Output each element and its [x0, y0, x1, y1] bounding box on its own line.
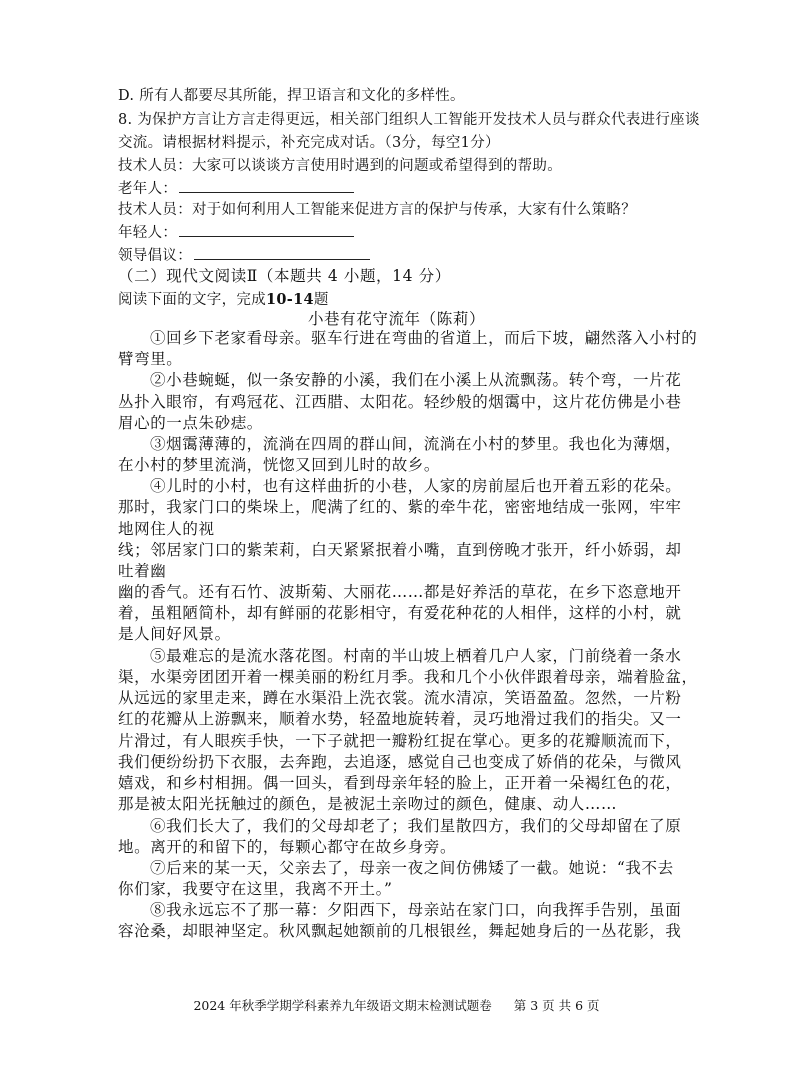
instruction-tail: 题	[313, 292, 329, 308]
para-3-line-2: 在小村的梦里流淌，恍惚又回到儿时的故乡。	[118, 456, 441, 474]
para-4-line-5: 吐着幽	[118, 562, 167, 580]
page-number: 第 3 页 共 6 页	[513, 998, 600, 1013]
option-d: D. 所有人都要尽其所能，捍卫语言和文化的多样性。	[118, 88, 465, 104]
answer-blank-young[interactable]	[179, 222, 354, 237]
question-8-line-1: 8. 为保护方言让方言走得更远，相关部门组织人工智能开发技术人员与群众代表进行座谈	[118, 112, 700, 128]
para-5-line-4: 红的花瓣从上游飘来，顺着水势，轻盈地旋转着，灵巧地滑过我们的指尖。又一	[118, 710, 682, 728]
answer-blank-leader[interactable]	[194, 245, 370, 260]
para-5-line-5: 片滑过，有人眼疾手快，一下子就把一瓣粉红捉在掌心。更多的花瓣顺流而下，	[118, 732, 682, 750]
instruction-range: 10-14	[266, 291, 314, 308]
para-2-line-3: 眉心的一点朱砂痣。	[118, 414, 263, 432]
para-1-line-2: 臂弯里。	[118, 350, 183, 368]
para-4-line-2: 那时，我家门口的柴垛上，爬满了红的、紫的牵牛花，密密地结成一张网，牢牢	[118, 498, 682, 516]
elder-label: 老年人：	[118, 181, 178, 197]
instruction-text: 阅读下面的文字，完成	[118, 292, 266, 308]
para-2-line-1: ②小巷蜿蜒，似一条安静的小溪，我们在小溪上从流飘荡。转个弯，一片花	[150, 371, 682, 389]
para-6-line-1: ⑥我们长大了，我们的父母却老了；我们星散四方，我们的父母却留在了原	[150, 817, 682, 835]
para-6-line-2: 地。离开的和留下的，每颗心都守在故乡身旁。	[118, 838, 457, 856]
para-7-line-2: 你们家，我要守在这里，我离不开土。”	[118, 880, 393, 898]
para-1-line-1: ①回乡下老家看母亲。驱车行进在弯曲的省道上，而后下坡，翩然落入小村的	[150, 329, 698, 347]
para-4-line-4: 线；邻居家门口的紫茉莉，白天紧紧抿着小嘴，直到傍晚才张开，纤小娇弱，却	[118, 541, 682, 559]
dialog-elder	[118, 178, 354, 199]
dialog-technician-1: 技术人员：大家可以谈谈方言使用时遇到的问题或希望得到的帮助。	[118, 158, 562, 174]
passage-title: 小巷有花守流年（陈莉）	[307, 310, 486, 328]
para-4-line-3: 地网住人的视	[118, 520, 215, 538]
para-3-line-1: ③烟霭薄薄的，流淌在四周的群山间，流淌在小村的梦里。我也化为薄烟，	[150, 435, 682, 453]
para-4-line-7: 着，虽粗陋简朴，却有鲜丽的花影相守，有爱花种花的人相伴，这样的小村，就	[118, 604, 682, 622]
reading-instruction	[118, 290, 329, 310]
page-footer	[0, 996, 793, 1014]
dialog-young	[118, 222, 354, 243]
para-5-line-7: 嬉戏，和乡村相拥。偶一回头，看到母亲年轻的脸上，正开着一朵褐红色的花，	[118, 774, 682, 792]
para-4-line-6: 幽的香气。还有石竹、波斯菊、大丽花……都是好养活的草花，在乡下恣意地开	[118, 583, 682, 601]
para-4-line-1: ④儿时的小村，也有这样曲折的小巷，人家的房前屋后也开着五彩的花朵。	[150, 477, 682, 495]
para-4-line-8: 是人间好风景。	[118, 625, 231, 643]
para-2-line-2: 丛扑入眼帘，有鸡冠花、江西腊、太阳花。轻纱般的烟霭中，这片花仿佛是小巷	[118, 393, 682, 411]
para-5-line-2: 渠，水渠旁团团开着一棵美丽的粉红月季。我和几个小伙伴跟着母亲，端着脸盆，	[118, 668, 698, 686]
exam-title: 2024 年秋季学期学科素养九年级语文期末检测试题卷	[193, 998, 492, 1013]
section-heading: （二）现代文阅读Ⅱ（本题共 4 小题，14 分）	[118, 267, 451, 285]
para-5-line-8: 那是被太阳光抚触过的颜色，是被泥土亲吻过的颜色，健康、动人……	[118, 795, 618, 813]
dialog-technician-2: 技术人员：对于如何利用人工智能来促进方言的保护与传承，大家有什么策略？	[118, 202, 636, 218]
dialog-leader	[118, 245, 370, 266]
para-8-line-2: 容沧桑，却眼神坚定。秋风飘起她额前的几根银丝，舞起她身后的一丛花影，我	[118, 922, 682, 940]
answer-blank-elder[interactable]	[179, 178, 354, 193]
leader-label: 领导倡议：	[118, 248, 192, 264]
para-7-line-1: ⑦后来的某一天，父亲去了，母亲一夜之间仿佛矮了一截。她说：“我不去	[150, 859, 674, 877]
para-5-line-6: 我们便纷纷扔下衣服，去奔跑，去追逐，感觉自己也变成了娇俏的花朵，与微风	[118, 753, 682, 771]
young-label: 年轻人：	[118, 225, 178, 241]
para-8-line-1: ⑧我永远忘不了那一幕：夕阳西下，母亲站在家门口，向我挥手告别，虽面	[150, 901, 682, 919]
para-5-line-3: 从远远的家里走来，蹲在水渠沿上洗衣裳。流水清凉，笑语盈盈。忽然，一片粉	[118, 689, 682, 707]
para-5-line-1: ⑤最难忘的是流水落花图。村南的半山坡上栖着几户人家，门前绕着一条水	[150, 647, 682, 665]
question-8-line-2: 交流。请根据材料提示，补充完成对话。（3分，每空1分）	[118, 135, 500, 151]
